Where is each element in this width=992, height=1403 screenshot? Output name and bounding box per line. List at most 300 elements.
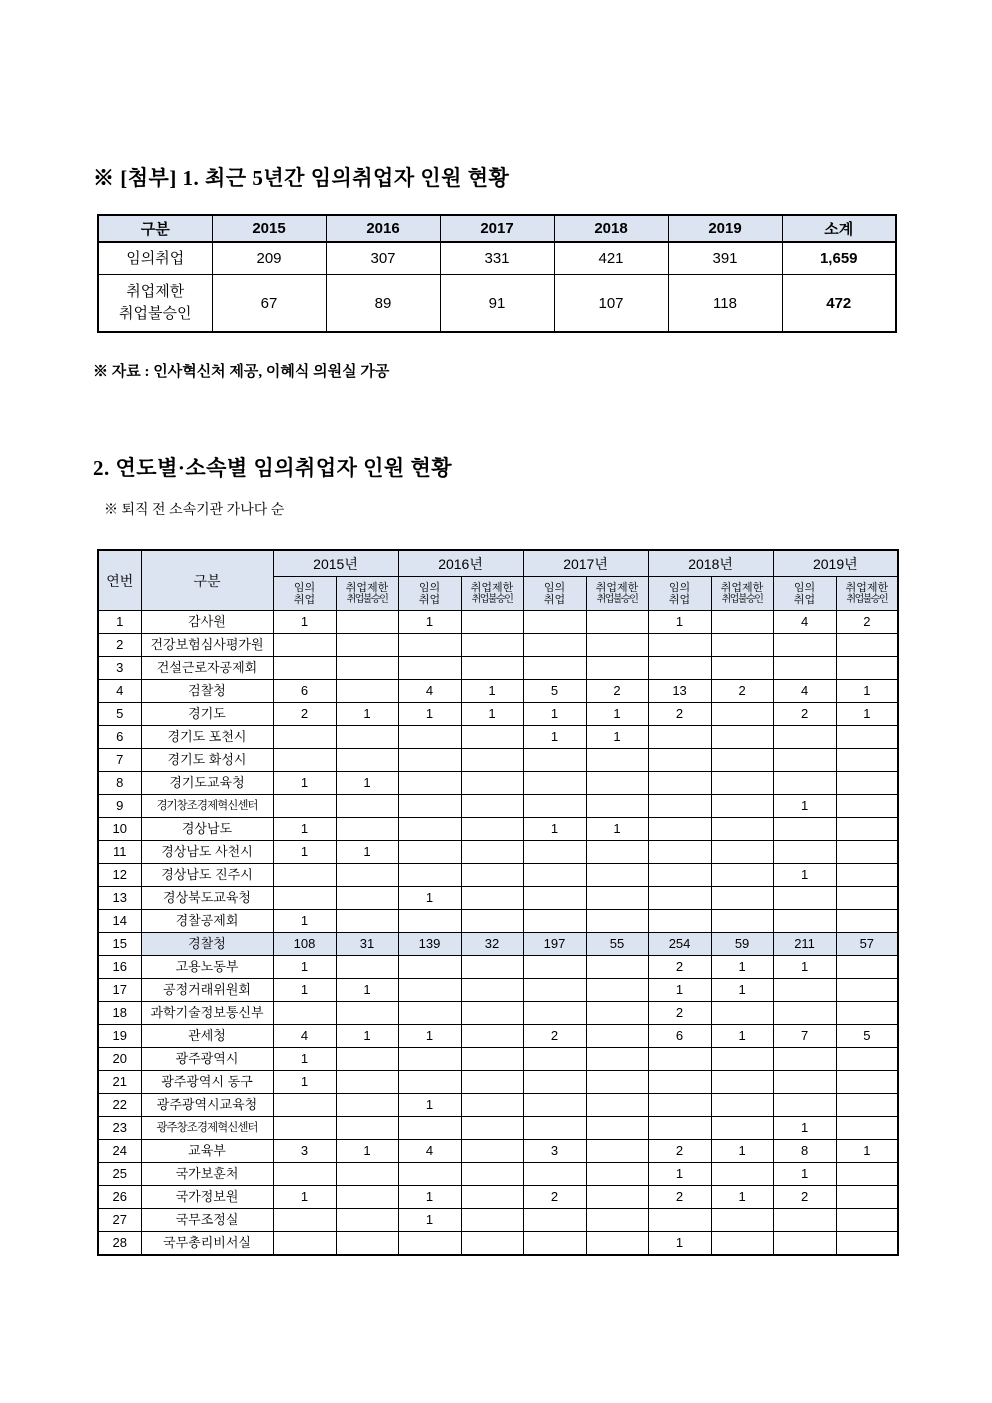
subheader-voluntary xyxy=(523,577,586,611)
org-name: 교육부 xyxy=(141,1140,273,1163)
cell-value xyxy=(586,910,648,933)
cell-value xyxy=(773,1071,836,1094)
cell-value xyxy=(461,1071,523,1094)
row-number: 25 xyxy=(98,1163,141,1186)
cell-value xyxy=(648,1094,711,1117)
row-label-line2: 취업불승인 xyxy=(119,305,192,322)
cell-value xyxy=(648,1117,711,1140)
org-name: 경기창조경제혁신센터 xyxy=(141,795,273,818)
cell-value xyxy=(586,657,648,680)
org-name: 경기도교육청 xyxy=(141,772,273,795)
cell-value: 2 xyxy=(273,703,336,726)
cell-value xyxy=(836,1071,898,1094)
row-number: 10 xyxy=(98,818,141,841)
cell-value xyxy=(711,749,773,772)
cell-value xyxy=(836,818,898,841)
cell-value xyxy=(461,1002,523,1025)
cell-value xyxy=(273,657,336,680)
header-year-2017: 2017년 xyxy=(523,550,648,577)
table-row xyxy=(98,956,898,979)
cell-value xyxy=(523,1002,586,1025)
cell-value xyxy=(523,910,586,933)
cell-value xyxy=(523,1163,586,1186)
cell-total: 472 xyxy=(782,275,896,333)
cell-value xyxy=(773,1209,836,1232)
subheader-line: 취업 xyxy=(418,593,441,606)
cell-value: 4 xyxy=(398,1140,461,1163)
cell-value xyxy=(711,1209,773,1232)
cell-value xyxy=(836,1186,898,1209)
cell-value xyxy=(273,887,336,910)
cell-value: 108 xyxy=(273,933,336,956)
cell-value xyxy=(398,1048,461,1071)
cell-value xyxy=(586,634,648,657)
cell-value: 2 xyxy=(836,611,898,634)
cell-value xyxy=(336,1209,398,1232)
table-row xyxy=(98,1025,898,1048)
cell-value xyxy=(648,795,711,818)
table-row xyxy=(98,1232,898,1256)
subheader-line: 취업불승인 xyxy=(471,593,513,605)
cell-value xyxy=(523,864,586,887)
cell-value: 31 xyxy=(336,933,398,956)
cell-value xyxy=(273,864,336,887)
summary-header-total: 소계 xyxy=(782,215,896,242)
cell-value xyxy=(586,749,648,772)
cell-value: 91 xyxy=(440,275,554,333)
cell-value: 4 xyxy=(398,680,461,703)
cell-value xyxy=(711,795,773,818)
org-name: 경찰청 xyxy=(141,933,273,956)
cell-value xyxy=(711,1232,773,1256)
cell-value xyxy=(461,818,523,841)
summary-row-restricted xyxy=(98,275,896,333)
cell-value: 32 xyxy=(461,933,523,956)
cell-value xyxy=(461,1163,523,1186)
summary-table xyxy=(97,214,897,333)
cell-value xyxy=(398,818,461,841)
row-number: 5 xyxy=(98,703,141,726)
cell-value: 8 xyxy=(773,1140,836,1163)
cell-value: 2 xyxy=(648,956,711,979)
cell-value xyxy=(461,841,523,864)
cell-value xyxy=(461,1140,523,1163)
row-number: 15 xyxy=(98,933,141,956)
subheader-restricted xyxy=(711,577,773,611)
subheader-line: 취업불승인 xyxy=(596,593,638,605)
cell-value xyxy=(836,887,898,910)
subheader-restricted xyxy=(586,577,648,611)
table-row xyxy=(98,841,898,864)
cell-value xyxy=(523,1232,586,1256)
cell-value xyxy=(586,956,648,979)
cell-value xyxy=(461,795,523,818)
cell-value: 7 xyxy=(773,1025,836,1048)
subheader-line: 취업제한 xyxy=(720,581,764,594)
cell-value xyxy=(648,1048,711,1071)
org-name: 공정거래위원회 xyxy=(141,979,273,1002)
cell-value xyxy=(648,818,711,841)
cell-value xyxy=(273,1094,336,1117)
cell-value: 2 xyxy=(523,1186,586,1209)
cell-value: 1 xyxy=(273,956,336,979)
cell-value xyxy=(648,887,711,910)
cell-value xyxy=(711,910,773,933)
subheader-line: 임의 xyxy=(543,581,566,594)
row-label xyxy=(98,242,212,275)
cell-value: 3 xyxy=(273,1140,336,1163)
header-org-name: 구분 xyxy=(141,550,273,611)
header-year-2019: 2019년 xyxy=(773,550,898,577)
table-row xyxy=(98,611,898,634)
cell-value xyxy=(461,634,523,657)
cell-value xyxy=(336,1002,398,1025)
cell-value: 197 xyxy=(523,933,586,956)
cell-value xyxy=(336,1048,398,1071)
cell-value xyxy=(523,956,586,979)
subheader-line: 취업불승인 xyxy=(846,593,888,605)
cell-value: 254 xyxy=(648,933,711,956)
cell-value xyxy=(773,772,836,795)
section1-title: ※ [첨부] 1. 최근 5년간 임의취업자 인원 현황 xyxy=(93,166,510,190)
cell-value xyxy=(711,772,773,795)
org-name: 광주광역시 동구 xyxy=(141,1071,273,1094)
cell-value xyxy=(773,887,836,910)
cell-value: 2 xyxy=(648,1186,711,1209)
org-name: 경상남도 xyxy=(141,818,273,841)
org-name: 광주광역시 xyxy=(141,1048,273,1071)
subheader-line: 취업제한 xyxy=(345,581,389,594)
row-number: 2 xyxy=(98,634,141,657)
cell-value xyxy=(523,795,586,818)
cell-value xyxy=(398,910,461,933)
cell-value xyxy=(461,864,523,887)
cell-value: 5 xyxy=(836,1025,898,1048)
cell-value: 1 xyxy=(461,680,523,703)
cell-value xyxy=(336,726,398,749)
cell-value xyxy=(461,956,523,979)
cell-value xyxy=(273,1163,336,1186)
row-number: 9 xyxy=(98,795,141,818)
cell-value xyxy=(586,1117,648,1140)
cell-value xyxy=(523,611,586,634)
cell-value xyxy=(336,1163,398,1186)
table-row xyxy=(98,1163,898,1186)
cell-value: 55 xyxy=(586,933,648,956)
cell-value xyxy=(711,726,773,749)
cell-value xyxy=(773,1048,836,1071)
cell-value: 2 xyxy=(773,703,836,726)
cell-value: 209 xyxy=(212,242,326,275)
subheader-line: 취업불승인 xyxy=(721,593,763,605)
row-label-text: 임의취업 xyxy=(126,249,185,267)
cell-value: 139 xyxy=(398,933,461,956)
org-name: 경상남도 사천시 xyxy=(141,841,273,864)
cell-value: 1 xyxy=(273,611,336,634)
cell-value xyxy=(648,772,711,795)
row-number: 26 xyxy=(98,1186,141,1209)
cell-value: 2 xyxy=(648,703,711,726)
cell-value: 1 xyxy=(836,1140,898,1163)
cell-value xyxy=(836,910,898,933)
cell-value xyxy=(773,634,836,657)
cell-value xyxy=(461,1048,523,1071)
cell-value xyxy=(711,634,773,657)
cell-value: 1 xyxy=(461,703,523,726)
cell-value: 59 xyxy=(711,933,773,956)
cell-value xyxy=(586,1232,648,1256)
cell-value xyxy=(523,1094,586,1117)
cell-value: 1 xyxy=(398,1186,461,1209)
table-row xyxy=(98,749,898,772)
cell-value: 1 xyxy=(586,818,648,841)
cell-value xyxy=(711,1094,773,1117)
row-number: 23 xyxy=(98,1117,141,1140)
row-number: 13 xyxy=(98,887,141,910)
cell-value: 1 xyxy=(273,910,336,933)
table-row xyxy=(98,772,898,795)
subheader-voluntary xyxy=(273,577,336,611)
table-row xyxy=(98,864,898,887)
cell-value xyxy=(648,841,711,864)
cell-value xyxy=(523,634,586,657)
table-row xyxy=(98,818,898,841)
subheader-restricted xyxy=(461,577,523,611)
cell-value xyxy=(336,634,398,657)
cell-value: 2 xyxy=(586,680,648,703)
cell-value: 1 xyxy=(773,1117,836,1140)
cell-value: 1 xyxy=(836,703,898,726)
cell-value xyxy=(711,1071,773,1094)
header-year-2018: 2018년 xyxy=(648,550,773,577)
cell-value xyxy=(398,795,461,818)
cell-value xyxy=(648,657,711,680)
cell-value: 2 xyxy=(523,1025,586,1048)
subheader-line: 취업불승인 xyxy=(346,593,388,605)
table-row xyxy=(98,1094,898,1117)
cell-value xyxy=(398,749,461,772)
cell-value: 2 xyxy=(711,680,773,703)
cell-value: 107 xyxy=(554,275,668,333)
cell-value xyxy=(586,887,648,910)
cell-value xyxy=(773,979,836,1002)
summary-header-2017: 2017 xyxy=(440,215,554,242)
header-row-number: 연번 xyxy=(98,550,141,611)
org-name: 국가정보원 xyxy=(141,1186,273,1209)
cell-value xyxy=(711,703,773,726)
cell-value: 2 xyxy=(648,1140,711,1163)
cell-total: 1,659 xyxy=(782,242,896,275)
cell-value xyxy=(336,795,398,818)
org-name: 국무조정실 xyxy=(141,1209,273,1232)
cell-value xyxy=(273,749,336,772)
cell-value xyxy=(836,1117,898,1140)
cell-value: 331 xyxy=(440,242,554,275)
subheader-line: 취업 xyxy=(293,593,316,606)
cell-value: 1 xyxy=(398,1209,461,1232)
cell-value: 1 xyxy=(711,1186,773,1209)
table-row xyxy=(98,910,898,933)
cell-value: 1 xyxy=(273,1186,336,1209)
cell-value xyxy=(836,657,898,680)
cell-value xyxy=(711,1048,773,1071)
cell-value xyxy=(711,1002,773,1025)
cell-value xyxy=(461,979,523,1002)
header-year-2015: 2015년 xyxy=(273,550,398,577)
cell-value xyxy=(461,1025,523,1048)
cell-value xyxy=(273,1209,336,1232)
cell-value xyxy=(711,841,773,864)
cell-value xyxy=(773,1232,836,1256)
cell-value xyxy=(461,1232,523,1256)
cell-value xyxy=(398,841,461,864)
cell-value xyxy=(586,611,648,634)
cell-value: 13 xyxy=(648,680,711,703)
row-number: 14 xyxy=(98,910,141,933)
cell-value xyxy=(461,1209,523,1232)
cell-value: 211 xyxy=(773,933,836,956)
cell-value xyxy=(461,611,523,634)
table-row xyxy=(98,1117,898,1140)
org-name: 경찰공제회 xyxy=(141,910,273,933)
subheader-line: 임의 xyxy=(793,581,816,594)
subheader-voluntary xyxy=(398,577,461,611)
cell-value: 2 xyxy=(648,1002,711,1025)
org-name: 경상남도 진주시 xyxy=(141,864,273,887)
table-row xyxy=(98,795,898,818)
cell-value xyxy=(586,1002,648,1025)
cell-value: 1 xyxy=(586,703,648,726)
org-name: 과학기술정보통신부 xyxy=(141,1002,273,1025)
row-number: 3 xyxy=(98,657,141,680)
cell-value xyxy=(711,1117,773,1140)
cell-value xyxy=(836,1209,898,1232)
cell-value xyxy=(398,1002,461,1025)
cell-value: 1 xyxy=(586,726,648,749)
cell-value: 1 xyxy=(773,1163,836,1186)
cell-value xyxy=(336,1094,398,1117)
cell-value: 421 xyxy=(554,242,668,275)
cell-value xyxy=(836,1163,898,1186)
cell-value xyxy=(461,657,523,680)
cell-value xyxy=(586,1209,648,1232)
table-row xyxy=(98,703,898,726)
cell-value xyxy=(336,1071,398,1094)
row-number: 12 xyxy=(98,864,141,887)
cell-value: 1 xyxy=(398,1025,461,1048)
cell-value xyxy=(586,772,648,795)
cell-value xyxy=(586,1186,648,1209)
row-number: 20 xyxy=(98,1048,141,1071)
cell-value xyxy=(836,749,898,772)
cell-value xyxy=(773,726,836,749)
cell-value: 1 xyxy=(398,703,461,726)
cell-value xyxy=(398,657,461,680)
summary-header-gubun: 구분 xyxy=(98,215,212,242)
cell-value xyxy=(273,1002,336,1025)
org-name: 관세청 xyxy=(141,1025,273,1048)
org-name: 경기도 화성시 xyxy=(141,749,273,772)
subheader-line: 취업 xyxy=(668,593,691,606)
row-number: 6 xyxy=(98,726,141,749)
row-number: 22 xyxy=(98,1094,141,1117)
cell-value: 1 xyxy=(273,772,336,795)
cell-value xyxy=(773,1002,836,1025)
cell-value xyxy=(336,1117,398,1140)
cell-value xyxy=(336,864,398,887)
cell-value xyxy=(836,1094,898,1117)
row-number: 24 xyxy=(98,1140,141,1163)
cell-value xyxy=(273,634,336,657)
cell-value xyxy=(836,795,898,818)
cell-value: 1 xyxy=(836,680,898,703)
cell-value xyxy=(711,657,773,680)
cell-value: 1 xyxy=(523,818,586,841)
cell-value: 1 xyxy=(523,703,586,726)
cell-value xyxy=(586,1094,648,1117)
org-name: 국무총리비서실 xyxy=(141,1232,273,1256)
cell-value xyxy=(398,956,461,979)
org-name: 경기도 포천시 xyxy=(141,726,273,749)
cell-value xyxy=(523,1117,586,1140)
cell-value xyxy=(336,1186,398,1209)
cell-value xyxy=(523,887,586,910)
subheader-line: 취업제한 xyxy=(595,581,639,594)
header-year-2016: 2016년 xyxy=(398,550,523,577)
detail-header-years xyxy=(98,550,898,577)
cell-value xyxy=(648,749,711,772)
cell-value: 4 xyxy=(773,680,836,703)
cell-value: 6 xyxy=(648,1025,711,1048)
summary-row-voluntary xyxy=(98,242,896,275)
row-number: 1 xyxy=(98,611,141,634)
cell-value: 1 xyxy=(648,1232,711,1256)
org-name: 건강보험심사평가원 xyxy=(141,634,273,657)
row-number: 7 xyxy=(98,749,141,772)
cell-value xyxy=(648,726,711,749)
cell-value: 1 xyxy=(773,864,836,887)
row-number: 27 xyxy=(98,1209,141,1232)
cell-value xyxy=(773,818,836,841)
cell-value xyxy=(836,726,898,749)
cell-value xyxy=(648,634,711,657)
cell-value: 1 xyxy=(711,956,773,979)
cell-value: 4 xyxy=(773,611,836,634)
cell-value xyxy=(336,657,398,680)
cell-value xyxy=(586,841,648,864)
cell-value xyxy=(586,1025,648,1048)
row-number: 4 xyxy=(98,680,141,703)
table-row xyxy=(98,933,898,956)
cell-value xyxy=(336,910,398,933)
cell-value xyxy=(711,887,773,910)
cell-value: 1 xyxy=(336,772,398,795)
summary-header-2019: 2019 xyxy=(668,215,782,242)
row-label xyxy=(98,275,212,333)
cell-value: 1 xyxy=(273,1071,336,1094)
cell-value xyxy=(773,657,836,680)
subheader-line: 취업제한 xyxy=(470,581,514,594)
cell-value xyxy=(398,979,461,1002)
cell-value: 67 xyxy=(212,275,326,333)
summary-header-2015: 2015 xyxy=(212,215,326,242)
cell-value xyxy=(461,726,523,749)
detail-table xyxy=(97,549,899,1256)
subheader-restricted xyxy=(836,577,898,611)
row-number: 8 xyxy=(98,772,141,795)
cell-value: 1 xyxy=(773,956,836,979)
cell-value xyxy=(461,749,523,772)
